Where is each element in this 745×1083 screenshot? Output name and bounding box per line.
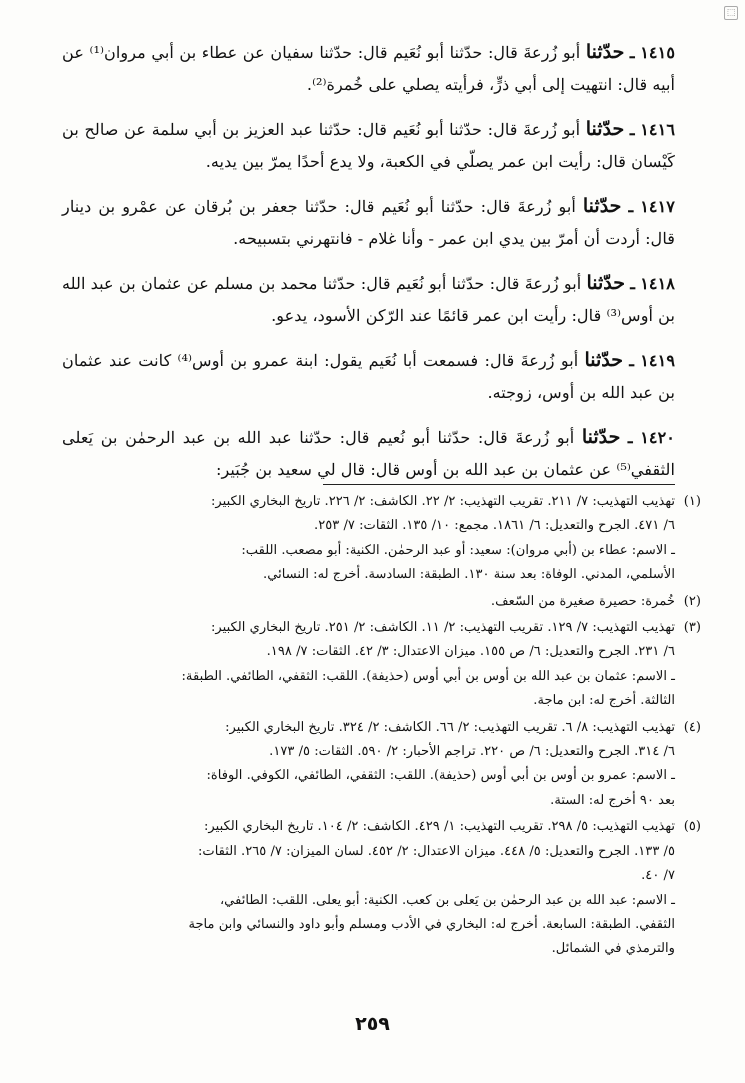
footnote-body [58,716,675,814]
dash: ـ [627,428,633,447]
hadith-number: ١٤١٩ [640,351,676,370]
footnote-5 [58,815,701,961]
footnote-line: تهذيب التهذيب: ٧/ ١٢٩. تقريب التهذيب: ٢/ ١١. الكاشف: ٢/ ٢٥١. تاريخ البخاري الكبير: [211,620,675,636]
hadith-1417 [62,190,675,255]
footnote-biography-line: الثالثة. أخرج له: ابن ماجة. [533,693,675,709]
dash: ـ [629,120,635,139]
footnote-body [58,490,675,588]
footnote-separator [323,484,675,485]
hadith-body: أبو زُرعةَ قال: حدّثنا أبو نُعَيم قال: حدّثنا جعفر بن بُرقان عن عمْرو بن دينار قال: أردت أن أمرّ بين يدي ابن عمر - وأنا غلام - فانتهرني بتسبيحه. [62,197,675,248]
footnote-line: تهذيب التهذيب: ٥/ ٢٩٨. تقريب التهذيب: ١/ ٤٢٩. الكاشف: ٢/ ١٠٤. تاريخ البخاري الكبير: [203,819,675,835]
dash: ـ [628,197,634,216]
footnote-line: ٦/ ٣١٤. الجرح والتعديل: ٦/ ص ٢٢٠. تراجم الأحبار: ٢/ ٥٩٠. الثقات: ٥/ ١٧٣. [269,744,675,760]
footnote-marker: (٤) [683,719,701,735]
footnote-line: ٦/ ٢٣١. الجرح والتعديل: ٦/ ص ١٥٥. ميزان الاعتدال: ٣/ ٤٢. الثقات: ٧/ ١٩٨. [266,644,675,660]
hadith-keyword: حدّثنا [584,349,623,371]
dash: ـ [629,43,635,62]
hadith-number: ١٤١٧ [640,197,675,216]
hadith-number: ١٤٢٠ [640,428,675,447]
footnote-body [58,815,675,961]
hadith-body: أبو زُرعةَ قال: حدّثنا أبو نُعَيم قال: حدّثنا محمد بن مسلم عن عثمان بن عبد الله بن أوس⁽³⁾ قال: رأيت ابن عمر قائمًا عند الرّكن الأسود، يدعو. [62,274,675,325]
footnote-body [58,590,675,614]
hadith-body: أبو زُرعةَ قال: حدّثنا أبو نُعيم قال: حدّثنا عبد الله بن عبد الرحمٰن بن يَعلى الثقفي⁽⁵⁾ عن عثمان بن عبد الله بن أوس قال: قال لي سعيد بن جُبَير: [62,428,675,479]
hadith-keyword: حدّثنا [581,426,621,448]
footnote-4 [58,716,701,814]
footnote-1 [58,490,701,588]
footnote-biography-line: والترمذي في الشمائل. [551,941,675,957]
footnote-marker: (٥) [683,819,701,835]
dash: ـ [630,274,635,293]
page-corner-icon: ⬚ [724,6,738,20]
footnote-biography-line: ـ الاسم: عبد الله بن عبد الرحمٰن بن يَعلى بن كعب. الكنية: أبو يعلى. اللقب: الطائفي، [219,892,675,908]
hadith-keyword: حدّثنا [586,272,626,294]
hadith-number: ١٤١٥ [640,43,676,62]
hadith-body: أبو زُرعةَ قال: حدّثنا أبو نُعَيم قال: حدّثنا سفيان عن عطاء بن أبي مروان⁽¹⁾ عن أبيه قال: انتهيت إلى أبي ذرٍّ، فرأيته يصلي على خُمرة⁽²⁾. [62,43,675,94]
hadith-number: ١٤١٦ [640,120,676,139]
page-number: ٢٥٩ [355,1013,390,1035]
footnote-line: تهذيب التهذيب: ٧/ ٢١١. تقريب التهذيب: ٢/ ٢٢. الكاشف: ٢/ ٢٢٦. تاريخ البخاري الكبير: [211,494,675,509]
footnote-line: خُمرة: حصيرة صغيرة من السّعف. [490,593,675,609]
footnote-marker: (٢) [683,593,701,609]
hadith-keyword: حدّثنا [585,118,625,140]
footnote-marker: (٣) [683,620,701,636]
footnote-marker: (١) [683,494,701,509]
footnote-3 [58,616,701,714]
footnote-biography-line: ـ الاسم: عثمان بن عبد الله بن أوس بن أبي أوس (حذيفة). اللقب: الثقفي، الطائفي. الطبقة: [181,668,675,684]
hadith-1418 [62,267,675,332]
hadith-text-block [62,36,675,498]
footnote-biography-line: بعد ٩٠ أخرج له: الستة. [550,792,675,808]
dash: ـ [629,351,634,370]
footnote-biography-line: ـ الاسم: عمرو بن أوس بن أبي أوس (حذيفة). اللقب: الثقفي، الطائفي، الكوفي. الوفاة: [206,768,675,784]
hadith-number: ١٤١٨ [640,274,675,293]
hadith-keyword: حدّثنا [582,195,622,217]
hadith-1420 [62,421,675,486]
footnote-body [58,616,675,714]
hadith-1416 [62,113,675,178]
hadith-1419 [62,344,675,409]
footnote-biography-line: الثقفي. الطبقة: السابعة. أخرج له: البخاري في الأدب ومسلم وأبو داود والنسائي وابن ماجة [188,916,675,932]
footnote-line: ٦/ ٤٧١. الجرح والتعديل: ٦/ ١٨٦١. مجمع: ١٠/ ١٣٥. الثقات: ٧/ ٢٥٣. [314,518,675,534]
footnote-biography-line: ـ الاسم: عطاء بن (أبي مروان): سعيد: أو عبد الرحمٰن. الكنية: أبو مصعب. اللقب: [241,542,675,558]
footnotes-block [58,490,701,964]
footnote-line: تهذيب التهذيب: ٨/ ٦. تقريب التهذيب: ٢/ ٦٦. الكاشف: ٢/ ٣٢٤. تاريخ البخاري الكبير: [225,719,675,735]
hadith-keyword: حدّثنا [585,41,625,63]
footnote-biography-line: الأسلمي، المدني. الوفاة: بعد سنة ١٣٠. الطبقة: السادسة. أخرج له: النسائي. [263,567,675,583]
footnote-line: ٥/ ١٣٣. الجرح والتعديل: ٥/ ٤٤٨. ميزان الاعتدال: ٢/ ٤٥٢. لسان الميزان: ٧/ ٢٦٥. الثقات: [197,843,675,859]
hadith-1415 [62,36,675,101]
footnote-line: ٧/ ٤٠. [641,868,675,884]
footnote-2 [58,590,701,614]
hadith-body: أبو زُرعةَ قال: حدّثنا أبو نُعَيم قال: حدّثنا عبد العزيز بن أبي سلمة عن صالح بن كَيْسان قال: رأيت ابن عمر يصلّي في الكعبة، ولا يدع أحدًا يمرّ بين يديه. [62,120,675,171]
hadith-body: أبو زُرعةَ قال: فسمعت أبا نُعَيم يقول: ابنة عمرو بن أوس⁽⁴⁾ كانت عند عثمان بن عبد الله بن أوس، زوجته. [62,351,675,402]
